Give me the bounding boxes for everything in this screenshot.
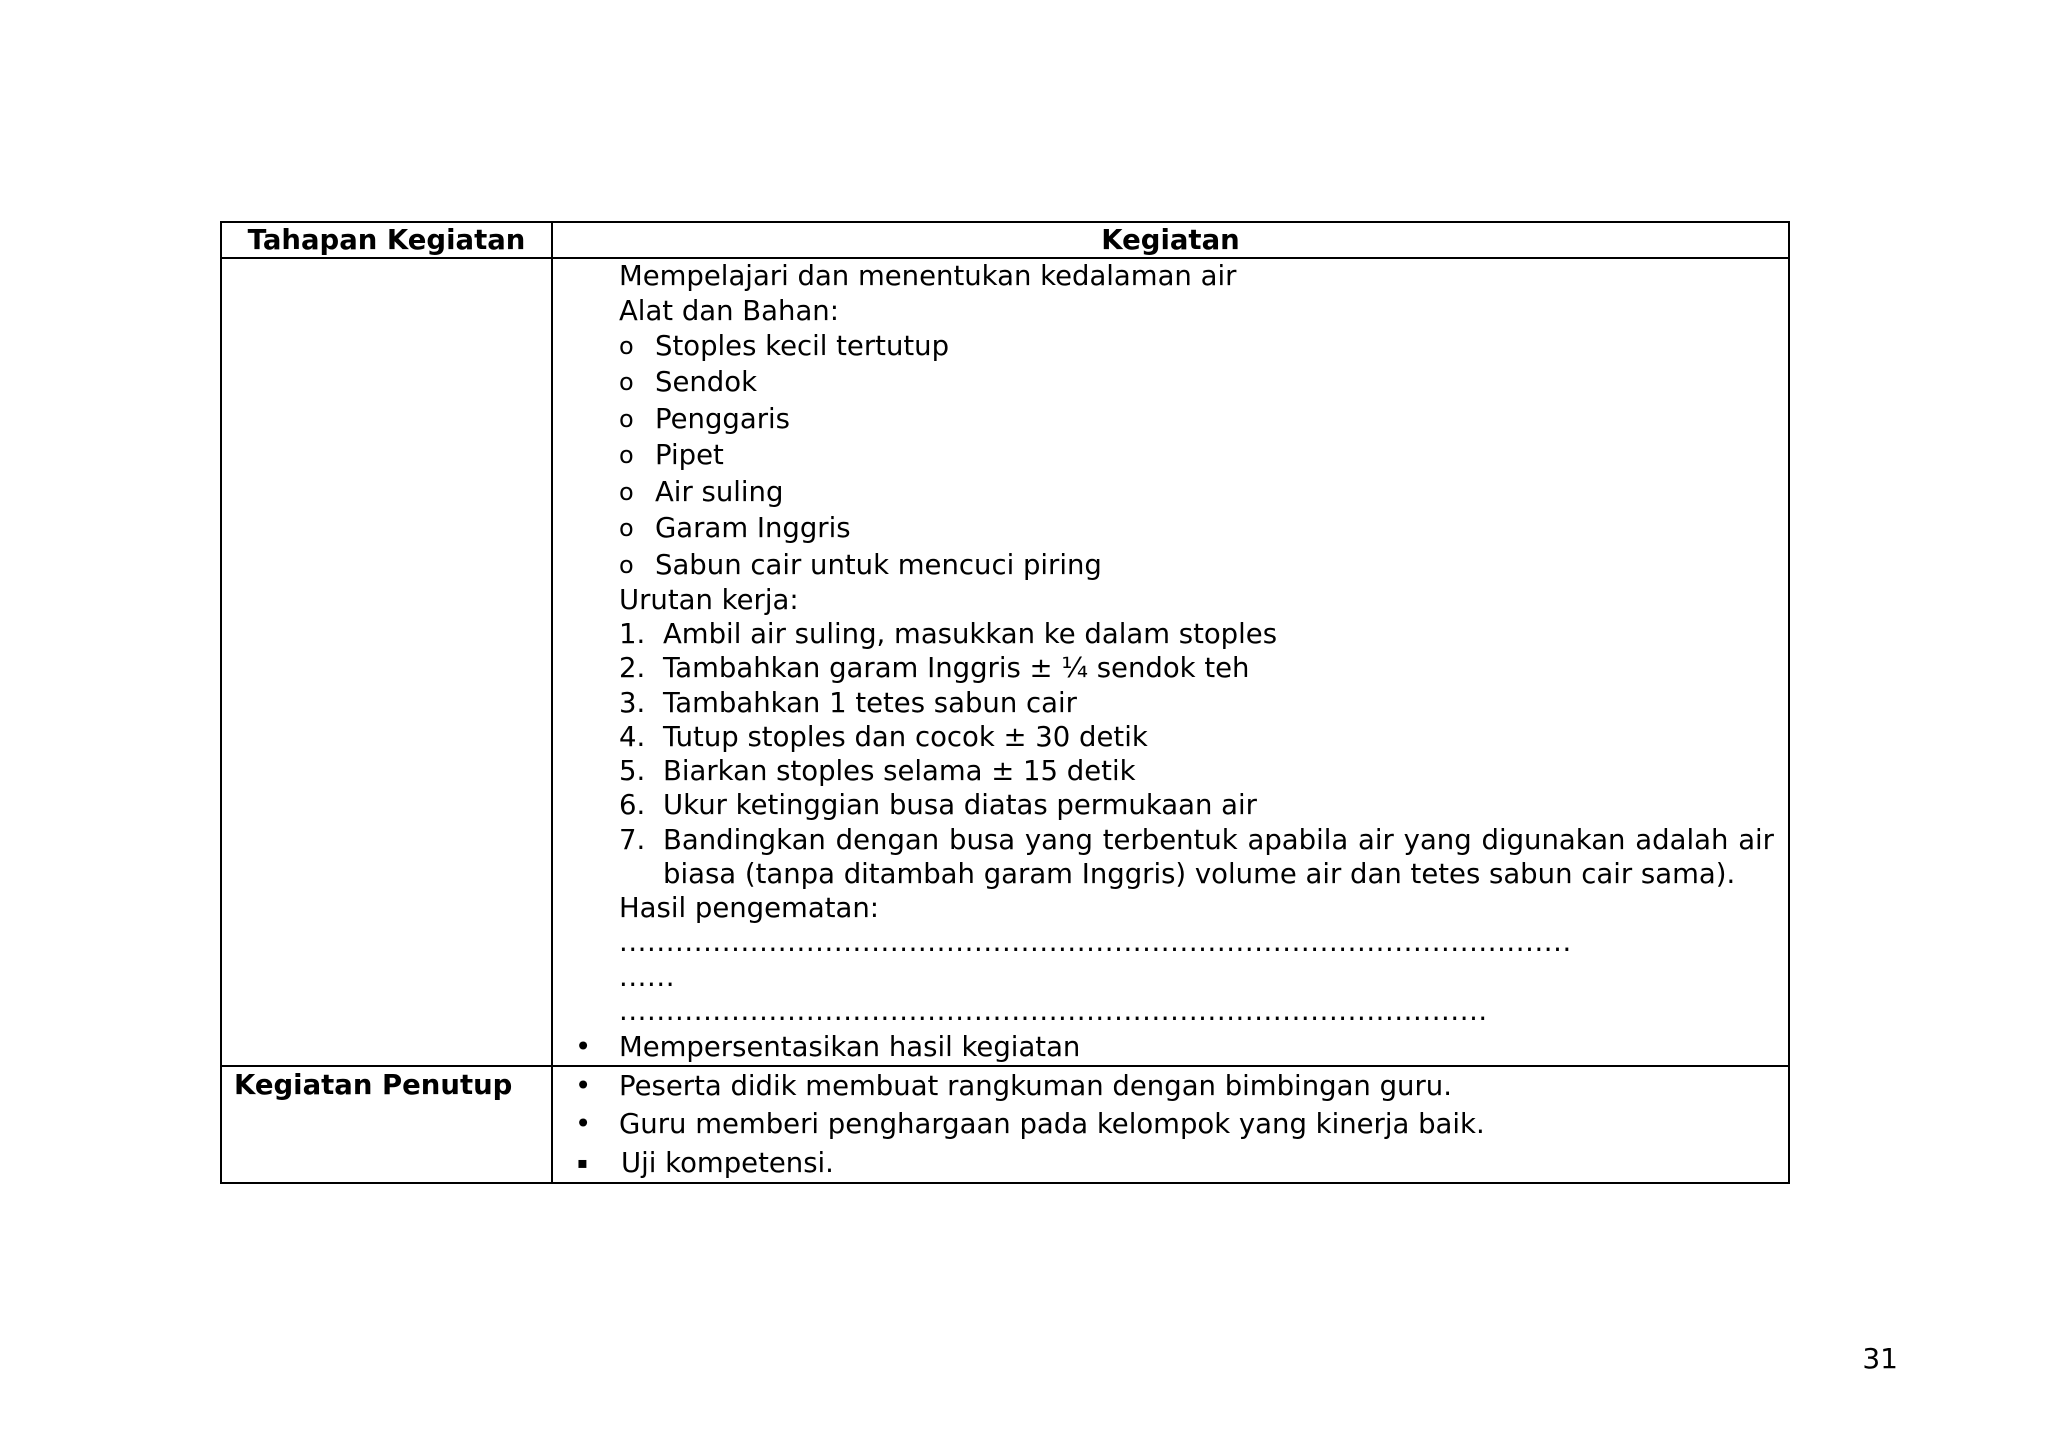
circle-bullet-icon: o — [619, 441, 634, 469]
material-text: Pipet — [655, 439, 724, 471]
list-item — [619, 754, 1774, 788]
result-dots-line: ............................................................................................. — [619, 995, 1488, 1028]
closing-bullets — [553, 1067, 1788, 1183]
step-text: Biarkan stoples selama ± 15 detik — [663, 755, 1136, 788]
circle-bullet-icon: o — [619, 331, 634, 360]
bullet-text: Peserta didik membuat rangkuman dengan bimbingan guru. — [619, 1069, 1452, 1102]
list-item — [575, 1144, 1774, 1183]
material-text: Garam Inggris — [655, 512, 851, 544]
step-number: 3. — [619, 686, 646, 719]
table-header-row — [221, 222, 1789, 258]
materials-label: Alat dan Bahan: — [619, 294, 839, 327]
step-number: 6. — [619, 789, 646, 822]
bullet-icon: • — [575, 1108, 592, 1141]
table-row — [221, 258, 1789, 1066]
bullet-icon: • — [575, 1030, 592, 1063]
circle-bullet-icon: o — [619, 404, 634, 433]
list-item — [575, 1105, 1774, 1144]
page-number: 31 — [1862, 1342, 1898, 1375]
step-text: Tutup stoples dan cocok ± 30 detik — [663, 720, 1148, 753]
table-row — [221, 1066, 1789, 1184]
material-text: Air suling — [655, 475, 784, 508]
circle-bullet-icon: o — [619, 477, 634, 506]
square-bullet-icon: ▪ — [577, 1152, 588, 1172]
step-number: 2. — [619, 652, 646, 685]
list-item — [619, 823, 1774, 892]
step-text: Ukur ketinggian busa diatas permukaan air — [663, 789, 1257, 822]
list-item — [619, 510, 1774, 547]
materials-list — [619, 328, 1774, 584]
activity-cell — [552, 258, 1789, 1066]
activity-table — [220, 221, 1790, 1184]
activity-cell — [552, 1066, 1789, 1184]
experiment-block — [553, 259, 1788, 1029]
material-text: Penggaris — [655, 402, 790, 435]
list-item — [619, 401, 1774, 438]
list-item — [619, 328, 1774, 365]
stage-cell-empty — [221, 258, 552, 1066]
step-number: 1. — [619, 618, 646, 650]
steps-label: Urutan kerja: — [619, 584, 799, 616]
list-item — [619, 651, 1774, 685]
list-item — [619, 364, 1774, 401]
list-item — [619, 547, 1774, 584]
step-number: 7. — [619, 823, 646, 856]
step-text: Ambil air suling, masukkan ke dalam stoples — [663, 618, 1278, 650]
list-item — [575, 1067, 1774, 1106]
step-number: 4. — [619, 720, 646, 753]
list-item — [619, 686, 1774, 720]
result-dots-line: ...... — [619, 960, 676, 993]
step-text: Bandingkan dengan busa yang terbentuk apabila air yang digunakan adalah air biasa (tanpa ditambah garam Inggris) volume air dan tetes sabun cair sama). — [663, 823, 1774, 891]
list-item — [619, 788, 1774, 822]
list-item — [619, 617, 1774, 651]
step-text: Tambahkan 1 tetes sabun cair — [663, 686, 1077, 719]
step-text: Tambahkan garam Inggris ± ¼ sendok teh — [663, 652, 1250, 685]
material-text: Sendok — [655, 366, 758, 398]
list-item — [619, 474, 1774, 511]
list-item — [575, 1029, 1774, 1065]
presentation-bullets — [553, 1029, 1788, 1065]
list-item — [619, 720, 1774, 754]
header-activity: Kegiatan — [552, 222, 1789, 258]
bullet-text: Guru memberi penghargaan pada kelompok yang kinerja baik. — [619, 1108, 1485, 1141]
step-number: 5. — [619, 755, 646, 788]
steps-list — [619, 617, 1774, 891]
material-text: Stoples kecil tertutup — [655, 329, 950, 362]
experiment-title: Mempelajari dan menentukan kedalaman air — [619, 260, 1237, 292]
bullet-icon: • — [575, 1069, 592, 1102]
bullet-text: Mempersentasikan hasil kegiatan — [619, 1030, 1081, 1063]
circle-bullet-icon: o — [619, 550, 634, 579]
bullet-text: Uji kompetensi. — [621, 1146, 834, 1179]
stage-label: Kegiatan Penutup — [234, 1068, 513, 1101]
header-stage: Tahapan Kegiatan — [221, 222, 552, 258]
result-label: Hasil pengematan: — [619, 892, 880, 925]
list-item — [619, 437, 1774, 474]
stage-cell — [221, 1066, 552, 1184]
material-text: Sabun cair untuk mencuci piring — [655, 548, 1102, 581]
circle-bullet-icon: o — [619, 368, 634, 396]
result-dots-line: ...................................................................................................... — [619, 926, 1572, 959]
circle-bullet-icon: o — [619, 514, 634, 542]
